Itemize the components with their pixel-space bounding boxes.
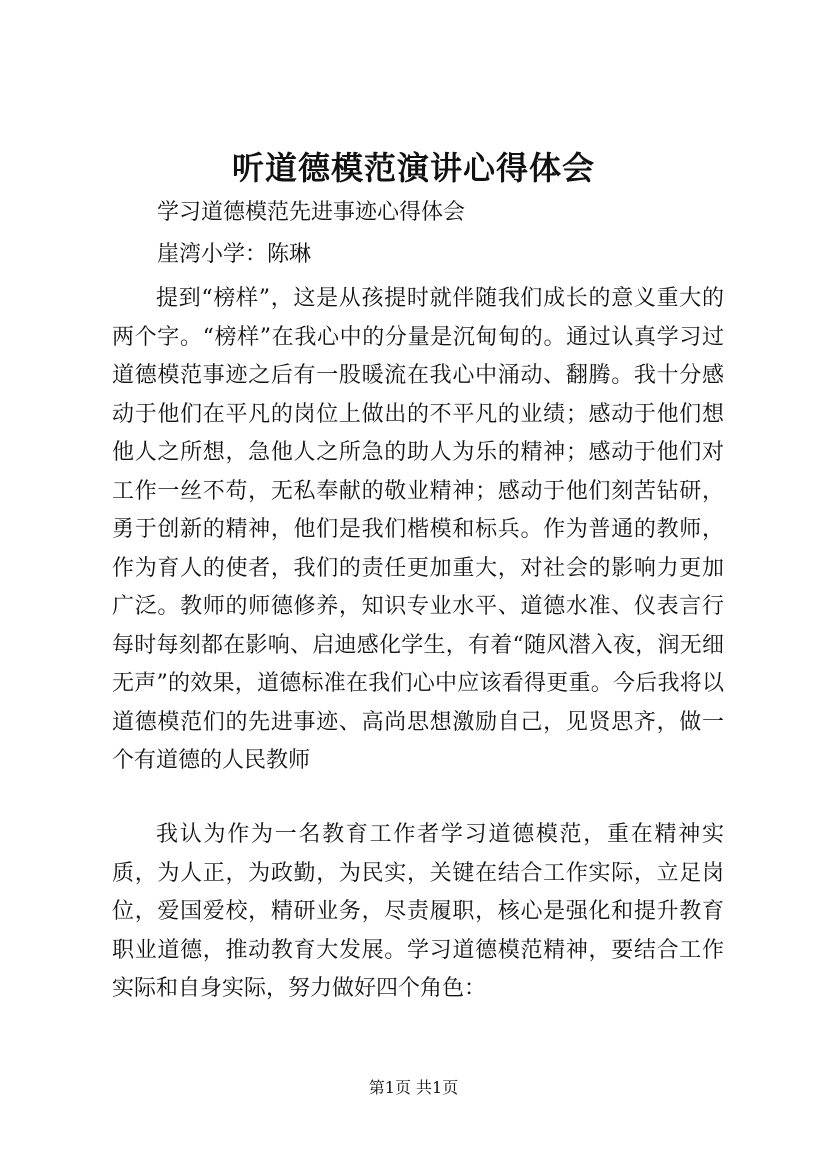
document-subtitle: 学习道德模范先进事迹心得体会 <box>157 200 466 225</box>
body-paragraph: 提到“榜样”，这是从孩提时就伴随我们成长的意义重大的两个字。“榜样”在我心中的分量是沉甸甸的。通过认真学习过道德模范事迹之后有一股暖流在我心中涌动、翻腾。我十分感动于他们在平凡的岗位上做出的不平凡的业绩；感动于他们想他人之所想，急他人之所急的助人为乐的精神；感动于他们对工作一丝不苟，无私奉献的敬业精神；感动于他们刻苦钻研，勇于创新的精神，他们是我们楷模和标兵。作为普通的教师，作为育人的使者，我们的责任更加重大，对社会的影响力更加广泛。教师的师德修养，知识专业水平、道德水准、仪表言行每时每刻都在影响、启迪感化学生，有着“随风潜入夜，润无细无声”的效果，道德标准在我们心中应该看得更重。今后我将以道德模范们的先进事迹、高尚思想激励自己，见贤思齐，做一个有道德的人民教师 <box>112 286 724 773</box>
author-line: 崖湾小学：陈琳 <box>157 242 312 267</box>
page-footer: 第1页 共1页 <box>368 1078 459 1097</box>
body-paragraph: 我认为作为一名教育工作者学习道德模范，重在精神实质，为人正，为政勤，为民实，关键在结合工作实际，立足岗位，爱国爱校，精研业务，尽责履职，核心是强化和提升教育职业道德，推动教育大发展。学习道德模范精神，要结合工作实际和自身实际，努力做好四个角色： <box>112 822 724 1001</box>
document-title: 听道德模范演讲心得体会 <box>231 149 595 187</box>
